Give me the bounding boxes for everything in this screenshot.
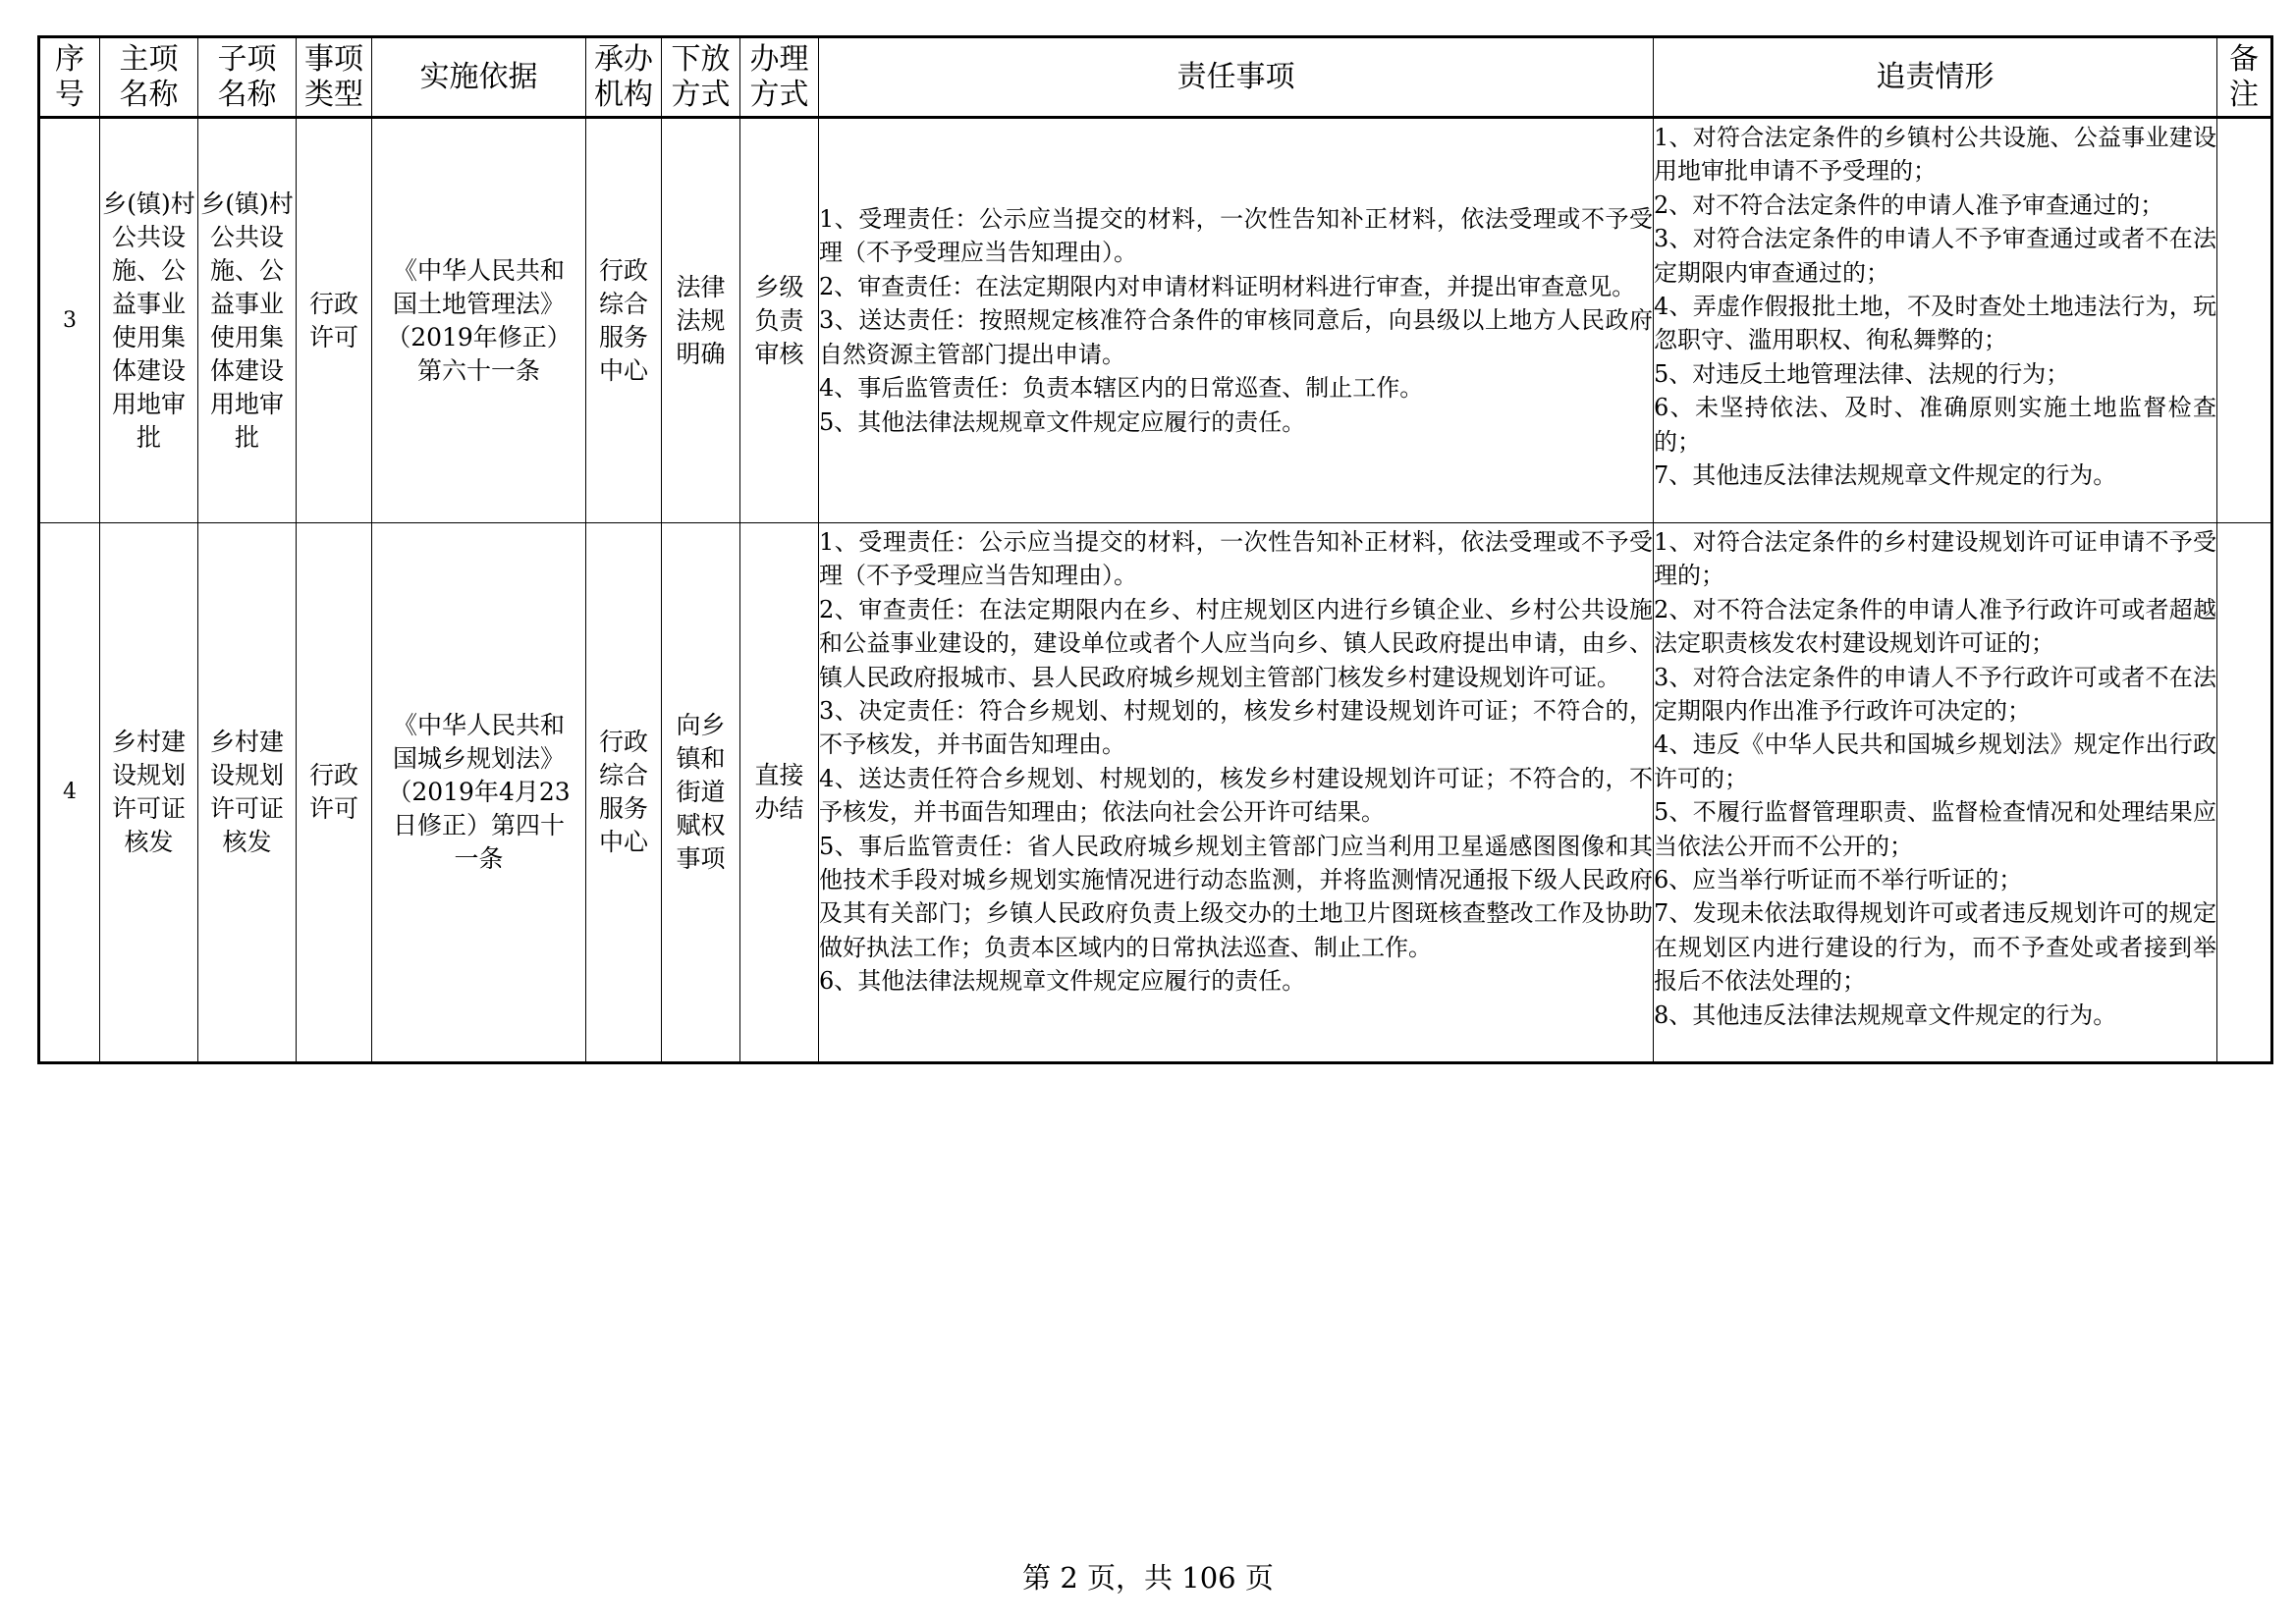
responsibility-item: 4、送达责任符合乡规划、村规划的，核发乡村建设规划许可证；不符合的，不予核发，并书面告知理由；依法向社会公开许可结果。 bbox=[819, 764, 1653, 827]
table-row bbox=[39, 523, 2272, 1063]
header-delegation: 下放方式 bbox=[662, 37, 740, 118]
responsibility-item: 2、审查责任：在法定期限内在乡、村庄规划区内进行乡镇企业、乡村公共设施和公益事业建设的，建设单位或者个人应当向乡、镇人民政府提出申请，由乡、镇人民政府报城市、县人民政府城乡规划主管部门核发乡村建设规划许可证。 bbox=[819, 595, 1653, 691]
responsibility-item: 3、决定责任：符合乡规划、村规划的，核发乡村建设规划许可证；不符合的，不予核发，并书面告知理由。 bbox=[819, 697, 1653, 759]
accountability-item: 2、对不符合法定条件的申请人准予审查通过的； bbox=[1654, 190, 2164, 219]
accountability-item: 7、发现未依法取得规划许可或者违反规划许可的规定在规划区内进行建设的行为，而不予查处或者接到举报后不依法处理的； bbox=[1654, 899, 2216, 996]
header-main-item: 主项名称 bbox=[100, 37, 198, 118]
cell-delegation: 法律法规明确 bbox=[662, 118, 740, 523]
cell-basis: 《中华人民共和国城乡规划法》（2019年4月23日修正）第四十一条 bbox=[372, 523, 586, 1063]
accountability-item: 8、其他违反法律法规规章文件规定的行为。 bbox=[1654, 1001, 2117, 1029]
cell-accountability bbox=[1654, 118, 2217, 523]
cell-seq: 4 bbox=[39, 523, 100, 1063]
header-sub-item: 子项名称 bbox=[198, 37, 297, 118]
cell-delegation: 向乡镇和街道赋权事项 bbox=[662, 523, 740, 1063]
accountability-item: 6、应当举行听证而不举行听证的； bbox=[1654, 866, 2023, 894]
responsibility-item: 1、受理责任：公示应当提交的材料，一次性告知补正材料，依法受理或不予受理（不予受理应当告知理由）。 bbox=[819, 205, 1653, 267]
cell-agency: 行政综合服务中心 bbox=[586, 523, 662, 1063]
cell-type: 行政许可 bbox=[297, 118, 372, 523]
responsibility-item: 2、审查责任：在法定期限内对申请材料证明材料进行审查，并提出审查意见。 bbox=[819, 272, 1636, 300]
responsibility-item: 1、受理责任：公示应当提交的材料，一次性告知补正材料，依法受理或不予受理（不予受理应当告知理由）。 bbox=[819, 528, 1653, 590]
accountability-item: 7、其他违反法律法规规章文件规定的行为。 bbox=[1654, 461, 2117, 490]
accountability-item: 3、对符合法定条件的申请人不予行政许可或者不在法定期限内作出准予行政许可决定的； bbox=[1654, 663, 2216, 726]
cell-main-item: 乡(镇)村公共设施、公益事业使用集体建设用地审批 bbox=[100, 118, 198, 523]
responsibility-item: 3、送达责任：按照规定核准符合条件的审核同意后，向县级以上地方人民政府自然资源主管部门提出申请。 bbox=[819, 306, 1653, 368]
responsibility-item: 6、其他法律法规规章文件规定应履行的责任。 bbox=[819, 967, 1306, 996]
header-basis: 实施依据 bbox=[372, 37, 586, 118]
responsibility-item: 5、事后监管责任：省人民政府城乡规划主管部门应当利用卫星遥感图图像和其他技术手段对城乡规划实施情况进行动态监测，并将监测情况通报下级人民政府及其有关部门；乡镇人民政府负责上级交办的土地卫片图斑核查整改工作及协助做好执法工作；负责本区域内的日常执法巡查、制止工作。 bbox=[819, 832, 1653, 961]
cell-basis: 《中华人民共和国土地管理法》（2019年修正）第六十一条 bbox=[372, 118, 586, 523]
cell-sub-item: 乡村建设规划许可证核发 bbox=[198, 523, 297, 1063]
cell-handling: 乡级负责审核 bbox=[740, 118, 819, 523]
responsibility-item: 5、其他法律法规规章文件规定应履行的责任。 bbox=[819, 407, 1306, 436]
cell-main-item: 乡村建设规划许可证核发 bbox=[100, 523, 198, 1063]
header-accountability: 追责情形 bbox=[1654, 37, 2217, 118]
cell-type: 行政许可 bbox=[297, 523, 372, 1063]
accountability-item: 6、未坚持依法、及时、准确原则实施土地监督检查的； bbox=[1654, 394, 2216, 456]
cell-handling: 直接办结 bbox=[740, 523, 819, 1063]
header-responsibility: 责任事项 bbox=[819, 37, 1654, 118]
cell-sub-item: 乡(镇)村公共设施、公益事业使用集体建设用地审批 bbox=[198, 118, 297, 523]
accountability-item: 5、对违反土地管理法律、法规的行为； bbox=[1654, 359, 2070, 388]
cell-agency: 行政综合服务中心 bbox=[586, 118, 662, 523]
header-remarks: 备注 bbox=[2217, 37, 2272, 118]
accountability-item: 3、对符合法定条件的申请人不予审查通过或者不在法定期限内审查通过的； bbox=[1654, 225, 2216, 287]
header-handling: 办理方式 bbox=[740, 37, 819, 118]
accountability-item: 2、对不符合法定条件的申请人准予行政许可或者超越法定职责核发农村建设规划许可证的； bbox=[1654, 595, 2216, 658]
responsibility-table bbox=[37, 35, 2273, 1064]
cell-remarks bbox=[2217, 523, 2272, 1063]
header-type: 事项类型 bbox=[297, 37, 372, 118]
accountability-item: 1、对符合法定条件的乡村建设规划许可证申请不予受理的； bbox=[1654, 528, 2216, 590]
cell-remarks bbox=[2217, 118, 2272, 523]
header-agency: 承办机构 bbox=[586, 37, 662, 118]
header-seq: 序号 bbox=[39, 37, 100, 118]
cell-seq: 3 bbox=[39, 118, 100, 523]
table-row bbox=[39, 118, 2272, 523]
page-number: 第 2 页，共 106 页 bbox=[1022, 1561, 1274, 1595]
cell-responsibility bbox=[819, 523, 1654, 1063]
responsibility-item: 4、事后监管责任：负责本辖区内的日常巡查、制止工作。 bbox=[819, 374, 1424, 403]
table-header-row bbox=[39, 37, 2272, 118]
accountability-item: 4、弄虚作假报批土地，不及时查处土地违法行为，玩忽职守、滥用职权、徇私舞弊的； bbox=[1654, 293, 2216, 354]
cell-accountability bbox=[1654, 523, 2217, 1063]
accountability-item: 1、对符合法定条件的乡镇村公共设施、公益事业建设用地审批申请不予受理的； bbox=[1654, 124, 2216, 186]
accountability-item: 4、违反《中华人民共和国城乡规划法》规定作出行政许可的； bbox=[1654, 730, 2216, 792]
accountability-item: 5、不履行监督管理职责、监督检查情况和处理结果应当依法公开而不公开的； bbox=[1654, 798, 2216, 860]
cell-responsibility bbox=[819, 118, 1654, 523]
